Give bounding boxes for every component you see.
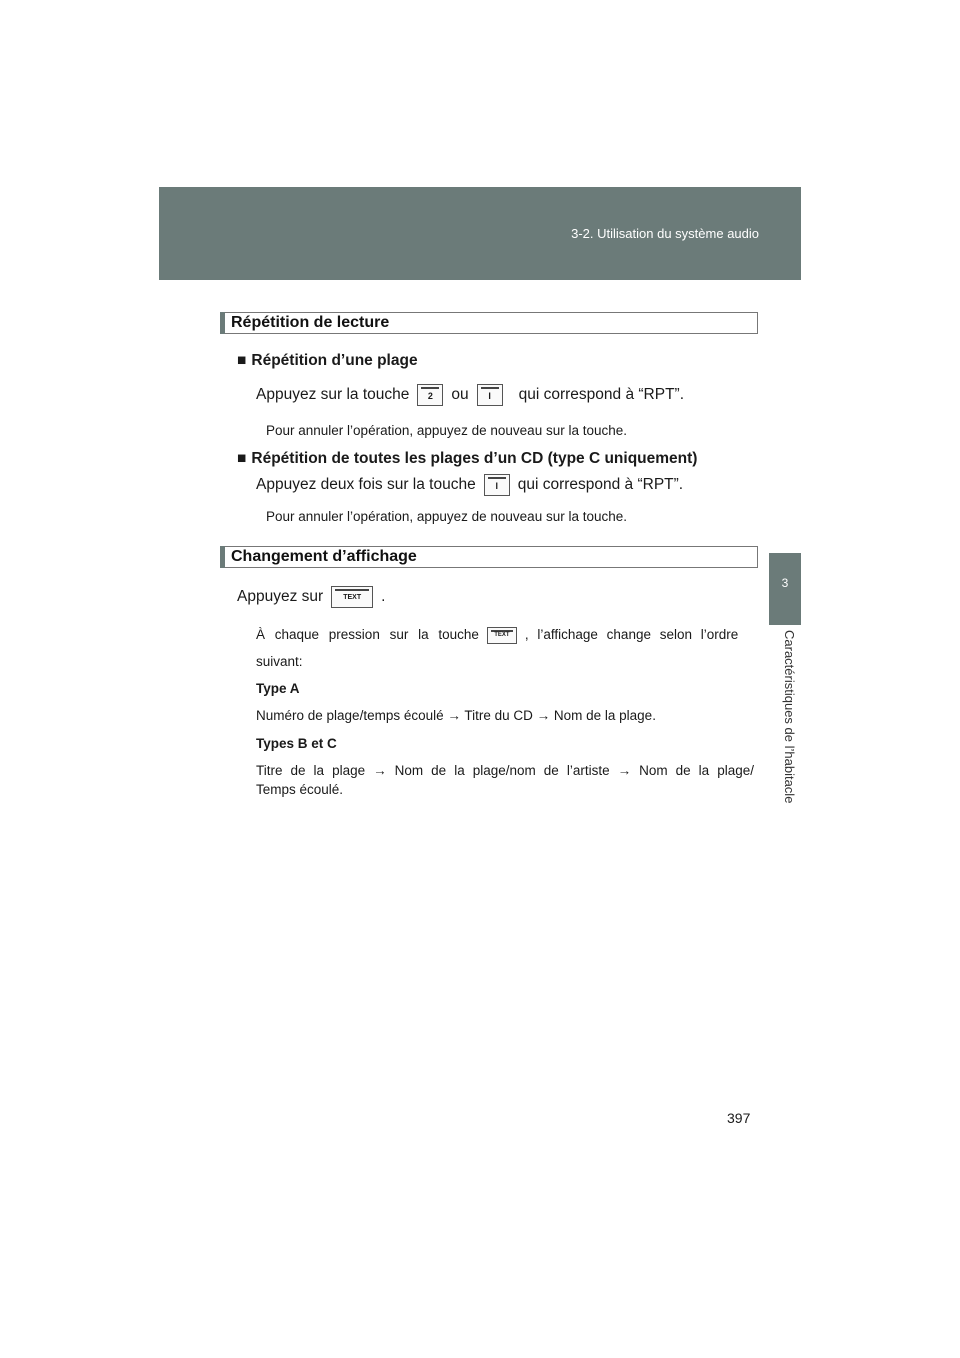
type-bc-label: Types B et C <box>256 736 337 751</box>
text-button-icon <box>487 627 517 644</box>
chapter-tab <box>769 553 801 625</box>
instruction-text: Appuyez sur la touche <box>256 386 410 404</box>
instruction-repeat-track <box>256 384 684 406</box>
type-bc-sequence: Titre de la plage → Nom de la plage/nom de l’artiste → Nom de la plage/ <box>256 763 754 778</box>
bullet-icon: ■ <box>237 352 247 369</box>
instruction-text: Appuyez sur <box>237 588 324 606</box>
instruction-repeat-all <box>256 474 683 496</box>
instruction-text: qui correspond à “RPT”. <box>517 476 684 494</box>
subheading-repeat-all <box>237 450 697 468</box>
note-cancel-1: Pour annuler l’opération, appuyez de nouveau sur la touche. <box>266 423 627 438</box>
subheading-repeat-track <box>237 352 418 370</box>
text-button-icon <box>331 586 373 608</box>
page-number: 397 <box>727 1110 751 1126</box>
header-band <box>159 187 801 280</box>
note-text: À chaque pression sur la touche <box>256 627 479 643</box>
section-title-display: Changement d’affichage <box>220 546 758 568</box>
type-bc-sequence-cont: Temps écoulé. <box>256 782 344 797</box>
subheading-text: Répétition d’une plage <box>251 352 418 369</box>
instruction-display <box>237 586 385 608</box>
key-label: I <box>495 481 498 491</box>
button-1-icon <box>484 474 510 496</box>
instruction-text: . <box>381 588 386 606</box>
instruction-text: Appuyez deux fois sur la touche <box>256 476 476 494</box>
subheading-text: Répétition de toutes les plages d’un CD (type C uniquement) <box>251 450 698 467</box>
key-label: 2 <box>427 391 433 401</box>
instruction-text: ou <box>451 386 469 404</box>
type-a-sequence: Numéro de plage/temps écoulé → Titre du CD → Nom de la plage. <box>256 708 656 723</box>
type-a-label: Type A <box>256 681 300 696</box>
note-cancel-2: Pour annuler l’opération, appuyez de nouveau sur la touche. <box>266 509 627 524</box>
key-label: I <box>488 391 491 401</box>
chapter-title: 3-2. Utilisation du système audio <box>571 226 759 241</box>
chapter-number: 3 <box>781 576 789 590</box>
note-display-order-cont: suivant: <box>256 654 303 669</box>
note-display-order <box>256 627 738 644</box>
button-1-icon <box>477 384 503 406</box>
button-2-icon <box>417 384 443 406</box>
key-label: TEXT <box>494 632 510 638</box>
note-text: , l’affichage change selon l’ordre <box>524 627 739 643</box>
bullet-icon: ■ <box>237 450 247 467</box>
section-title-repeat: Répétition de lecture <box>220 312 758 334</box>
instruction-text: qui correspond à “RPT”. <box>518 386 685 404</box>
chapter-tab-label: Caractéristiques de l’habitacle <box>782 630 797 804</box>
key-label: TEXT <box>343 594 362 601</box>
